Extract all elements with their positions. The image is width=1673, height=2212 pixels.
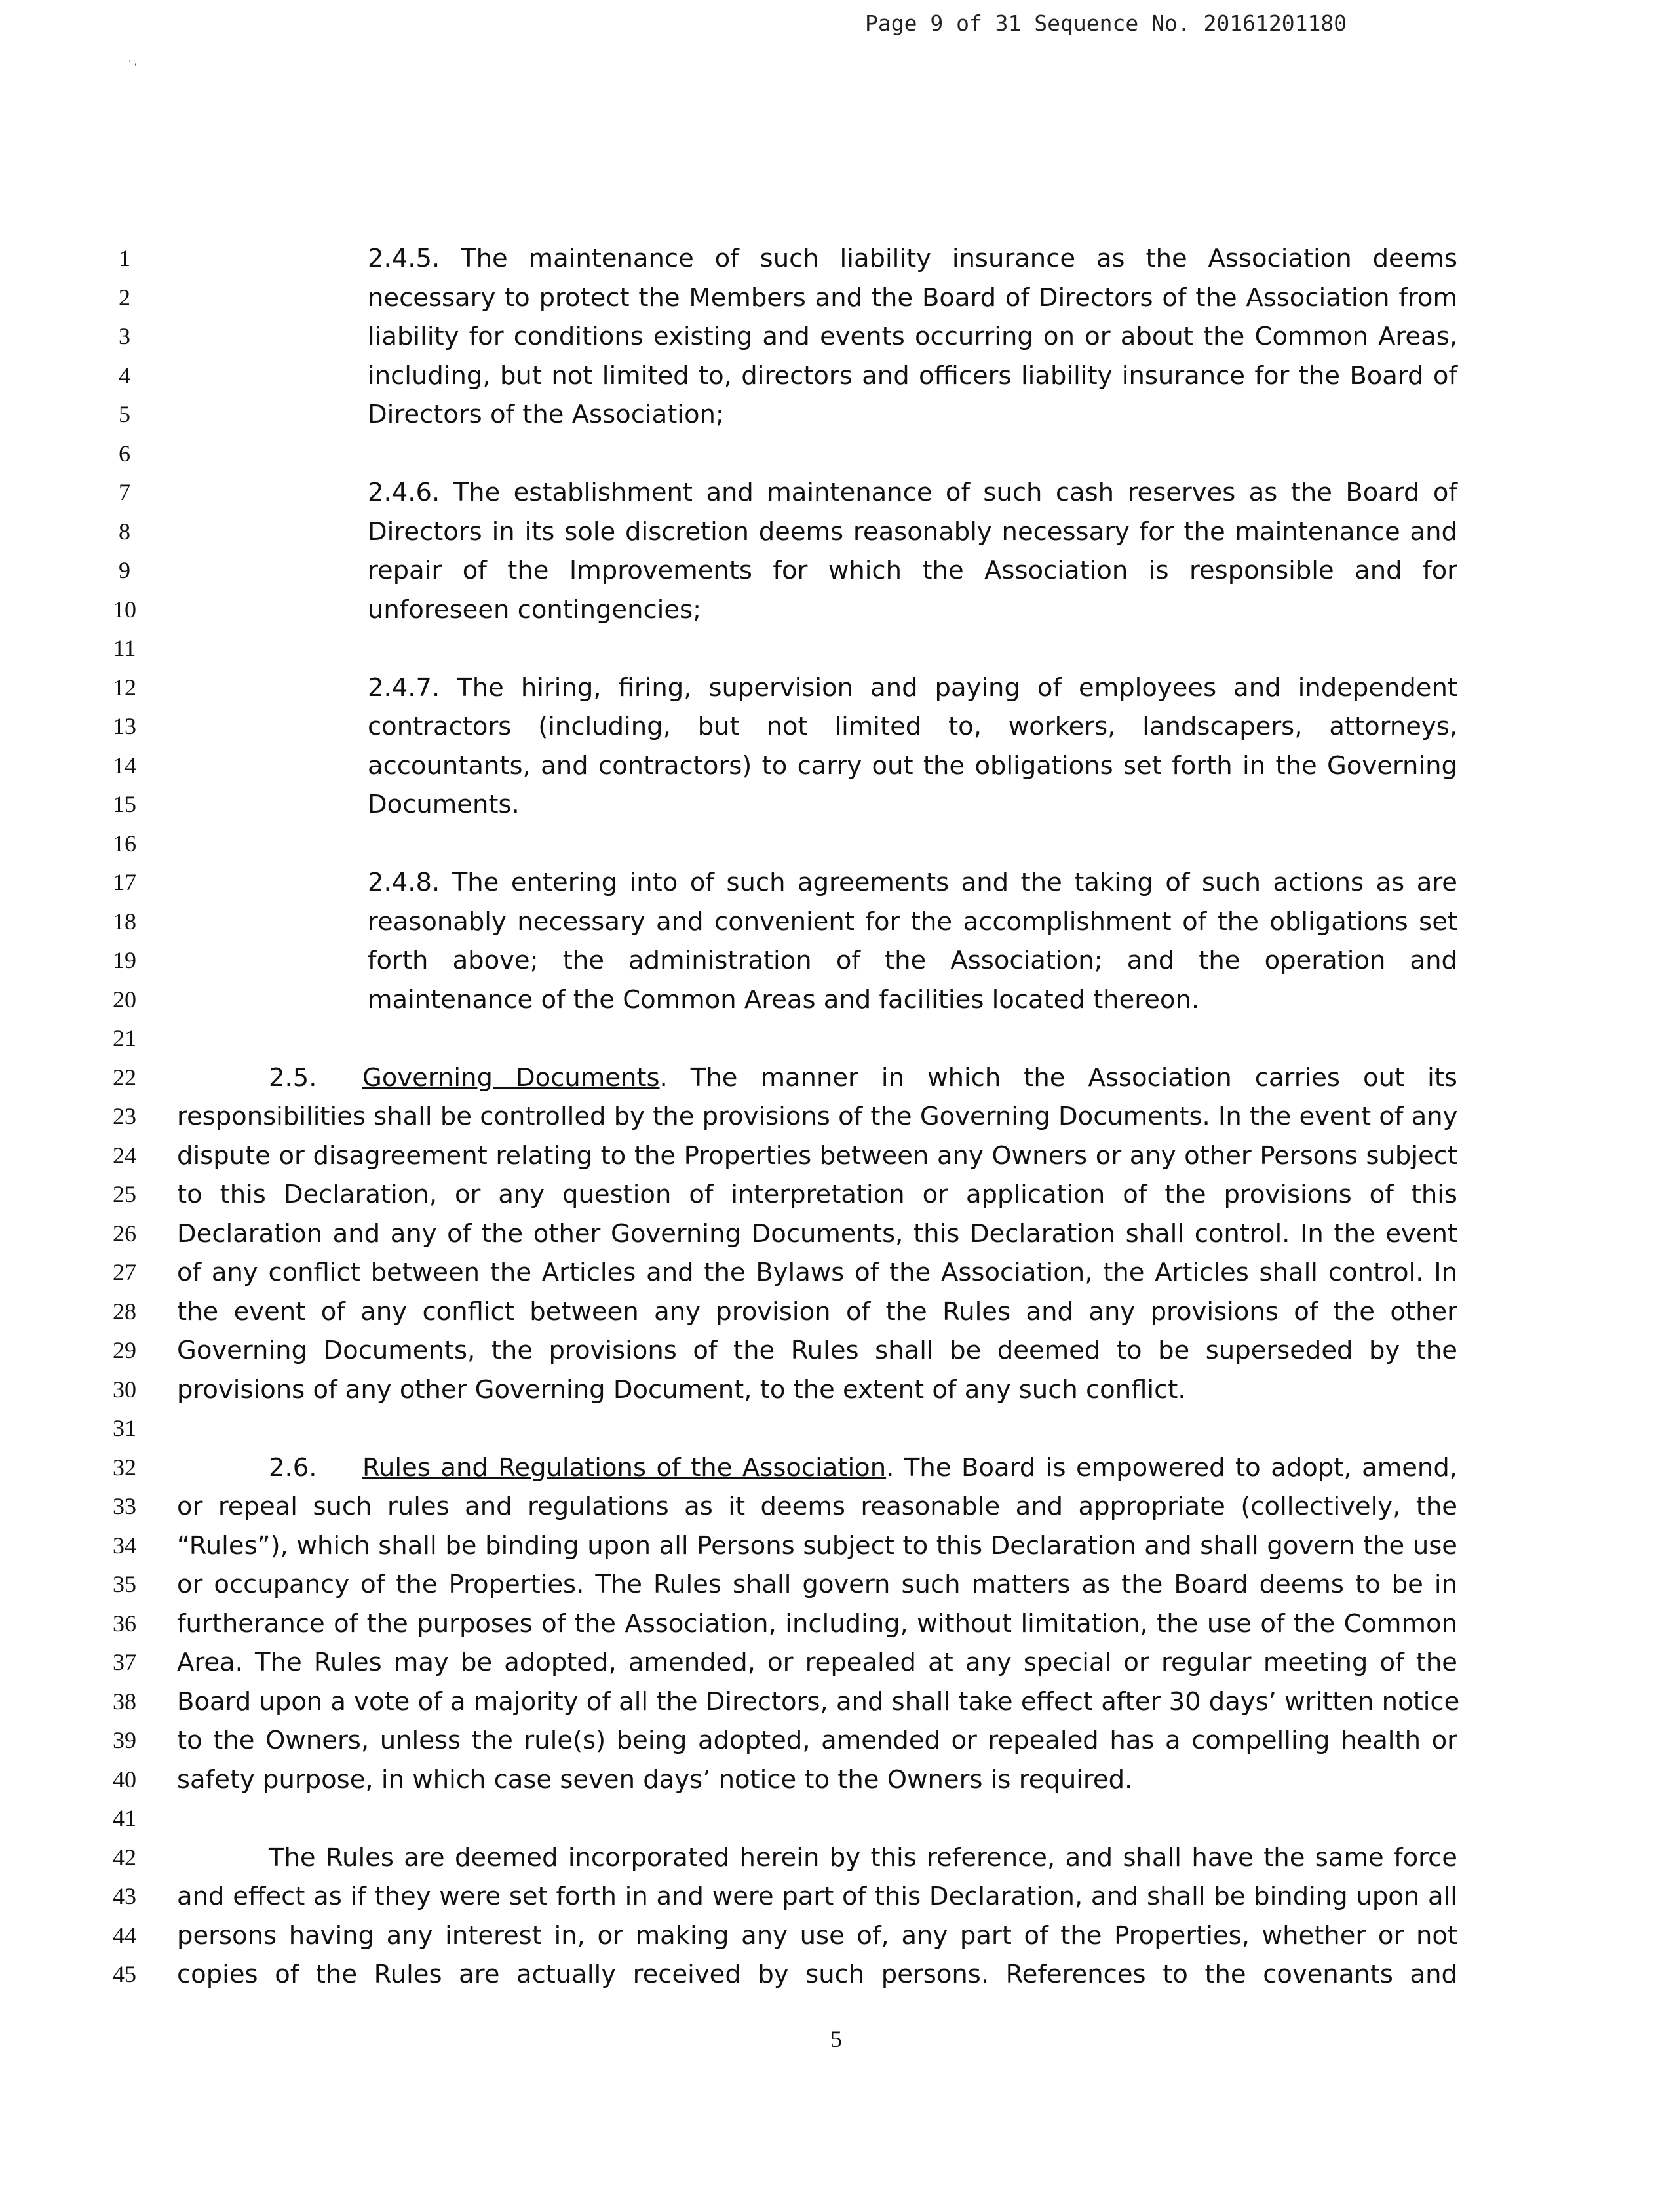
line-number: 26 bbox=[113, 1220, 136, 1247]
line-number: 13 bbox=[113, 713, 136, 739]
section-2-4-7-line: contractors (including, but not limited to, workers, landscapers, attorneys, bbox=[368, 712, 1457, 741]
section-2-5-heading-line bbox=[362, 1058, 1457, 1098]
line-number: 38 bbox=[113, 1688, 136, 1715]
line-number: 25 bbox=[113, 1181, 136, 1207]
line-number: 41 bbox=[113, 1805, 136, 1831]
section-2-5-line: dispute or disagreement relating to the Properties between any Owners or any other Persons subject bbox=[177, 1140, 1457, 1171]
section-2-5-number: 2.5. bbox=[269, 1062, 317, 1093]
section-2-6-line: Board upon a vote of a majority of all the Directors, and shall take effect after 30 days’ written notice bbox=[177, 1686, 1460, 1717]
line-number: 20 bbox=[113, 986, 136, 1013]
section-2-4-8-line: 2.4.8. The entering into of such agreements and the taking of such actions as are bbox=[368, 868, 1457, 897]
line-number: 9 bbox=[119, 557, 130, 583]
scan-specks: · , bbox=[128, 56, 138, 67]
section-2-6-number: 2.6. bbox=[269, 1452, 317, 1483]
section-2-6-line: to the Owners, unless the rule(s) being adopted, amended or repealed has a compelling health or bbox=[177, 1726, 1457, 1755]
line-number: 44 bbox=[113, 1922, 136, 1949]
line-number: 24 bbox=[113, 1142, 136, 1169]
section-2-4-6-line: repair of the Improvements for which the Association is responsible and for bbox=[368, 556, 1457, 585]
line-number: 14 bbox=[113, 752, 136, 779]
section-2-4-5-line: necessary to protect the Members and the Board of Directors of the Association from bbox=[368, 282, 1457, 313]
line-number: 23 bbox=[113, 1103, 136, 1129]
line-number: 39 bbox=[113, 1727, 136, 1753]
section-2-6-first-line bbox=[177, 1448, 1457, 1488]
line-number: 18 bbox=[113, 908, 136, 935]
section-2-5-line: Governing Documents, the provisions of the Rules shall be deemed to be superseded by the bbox=[177, 1336, 1457, 1365]
line-number: 15 bbox=[113, 791, 136, 817]
rules-paragraph-line: The Rules are deemed incorporated herein by this reference, and shall have the same force bbox=[269, 1842, 1457, 1872]
section-2-4-6-line: unforeseen contingencies; bbox=[368, 594, 702, 625]
line-number: 2 bbox=[119, 284, 130, 311]
line-number: 40 bbox=[113, 1766, 136, 1793]
section-2-6-line: Area. The Rules may be adopted, amended, or repealed at any special or regular meeting of the bbox=[177, 1648, 1457, 1677]
section-2-6-tail: . The Board is empowered to adopt, amend, bbox=[886, 1452, 1457, 1483]
line-number: 5 bbox=[119, 401, 130, 427]
line-number: 29 bbox=[113, 1337, 136, 1363]
line-number: 1 bbox=[119, 245, 130, 271]
line-number: 36 bbox=[113, 1610, 136, 1637]
line-number: 34 bbox=[113, 1532, 136, 1559]
section-2-6-line: safety purpose, in which case seven days’ notice to the Owners is required. bbox=[177, 1764, 1133, 1795]
line-number: 17 bbox=[113, 869, 136, 895]
line-number: 21 bbox=[113, 1025, 136, 1051]
section-2-6-line: furtherance of the purposes of the Association, including, without limitation, the use of the Common bbox=[177, 1608, 1457, 1639]
line-number: 22 bbox=[113, 1064, 136, 1091]
section-2-4-8-line: reasonably necessary and convenient for the accomplishment of the obligations set bbox=[368, 906, 1457, 937]
section-2-5-line: Declaration and any of the other Governing Documents, this Declaration shall control. In the event bbox=[177, 1218, 1457, 1249]
section-2-6-line: or occupancy of the Properties. The Rules shall govern such matters as the Board deems to be in bbox=[177, 1570, 1457, 1599]
section-2-5-line: of any conflict between the Articles and the Bylaws of the Association, the Articles shall control. In bbox=[177, 1258, 1457, 1287]
page-number: 5 bbox=[830, 2026, 842, 2052]
line-number: 3 bbox=[119, 323, 130, 349]
line-number: 32 bbox=[113, 1454, 136, 1481]
line-number: 10 bbox=[113, 596, 136, 623]
line-number: 37 bbox=[113, 1649, 136, 1675]
section-2-4-7-line: accountants, and contractors) to carry out the obligations set forth in the Governing bbox=[368, 750, 1457, 781]
section-2-4-7-line: Documents. bbox=[368, 790, 520, 819]
line-number: 33 bbox=[113, 1493, 136, 1519]
line-number: 42 bbox=[113, 1844, 136, 1871]
section-2-5-line: the event of any conflict between any provision of the Rules and any provisions of the other bbox=[177, 1296, 1457, 1327]
line-number: 19 bbox=[113, 947, 136, 973]
rules-paragraph-line: copies of the Rules are actually received by such persons. References to the covenants and bbox=[177, 1960, 1457, 1989]
section-2-4-6-line: Directors in its sole discretion deems reasonably necessary for the maintenance and bbox=[368, 516, 1457, 547]
section-2-5-first-line bbox=[177, 1058, 1457, 1098]
rules-paragraph-line: persons having any interest in, or making any use of, any part of the Properties, whether or not bbox=[177, 1920, 1457, 1950]
line-number: 27 bbox=[113, 1259, 136, 1285]
line-number: 11 bbox=[113, 635, 136, 661]
line-number: 7 bbox=[119, 479, 130, 505]
section-2-4-8-line: maintenance of the Common Areas and facilities located thereon. bbox=[368, 984, 1200, 1015]
section-2-4-5-line: liability for conditions existing and events occurring on or about the Common Areas, bbox=[368, 322, 1457, 351]
section-2-4-5-line: Directors of the Association; bbox=[368, 400, 724, 429]
section-2-5-tail: . The manner in which the Association carries out its bbox=[659, 1062, 1457, 1093]
section-2-6-heading: Rules and Regulations of the Association bbox=[362, 1452, 887, 1483]
section-2-4-8-line: forth above; the administration of the Association; and the operation and bbox=[368, 946, 1457, 975]
line-number: 16 bbox=[113, 830, 136, 857]
line-number: 31 bbox=[113, 1415, 136, 1441]
section-2-4-5-line: including, but not limited to, directors and officers liability insurance for the Board of bbox=[368, 360, 1457, 391]
section-2-5-line: responsibilities shall be controlled by the provisions of the Governing Documents. In the event of any bbox=[177, 1102, 1458, 1131]
section-2-4-7-line: 2.4.7. The hiring, firing, supervision and paying of employees and independent bbox=[368, 672, 1457, 703]
line-number: 35 bbox=[113, 1571, 136, 1597]
line-number: 45 bbox=[113, 1961, 136, 1987]
section-2-6-heading-line bbox=[362, 1448, 1457, 1488]
page-sequence-stamp: Page 9 of 31 Sequence No. 20161201180 bbox=[865, 10, 1347, 36]
rules-paragraph-line: and effect as if they were set forth in and were part of this Declaration, and shall be binding upon all bbox=[177, 1882, 1457, 1911]
section-2-4-5-line: 2.4.5. The maintenance of such liability insurance as the Association deems bbox=[368, 244, 1457, 273]
section-2-5-line: provisions of any other Governing Document, to the extent of any such conflict. bbox=[177, 1374, 1186, 1405]
line-number: 6 bbox=[119, 440, 130, 467]
line-number: 28 bbox=[113, 1298, 136, 1325]
line-number: 4 bbox=[119, 362, 130, 389]
section-2-4-6-line: 2.4.6. The establishment and maintenance of such cash reserves as the Board of bbox=[368, 478, 1457, 507]
line-number: 8 bbox=[119, 518, 130, 545]
line-number: 12 bbox=[113, 674, 136, 701]
section-2-6-line: or repeal such rules and regulations as it deems reasonable and appropriate (collectively, the bbox=[177, 1492, 1457, 1521]
line-number: 30 bbox=[113, 1376, 136, 1403]
line-number: 43 bbox=[113, 1883, 136, 1909]
section-2-5-heading: Governing Documents bbox=[362, 1062, 660, 1093]
section-2-6-line: “Rules”), which shall be binding upon all Persons subject to this Declaration and shall govern the use bbox=[177, 1530, 1457, 1561]
section-2-5-line: to this Declaration, or any question of interpretation or application of the provisions of this bbox=[177, 1180, 1457, 1209]
